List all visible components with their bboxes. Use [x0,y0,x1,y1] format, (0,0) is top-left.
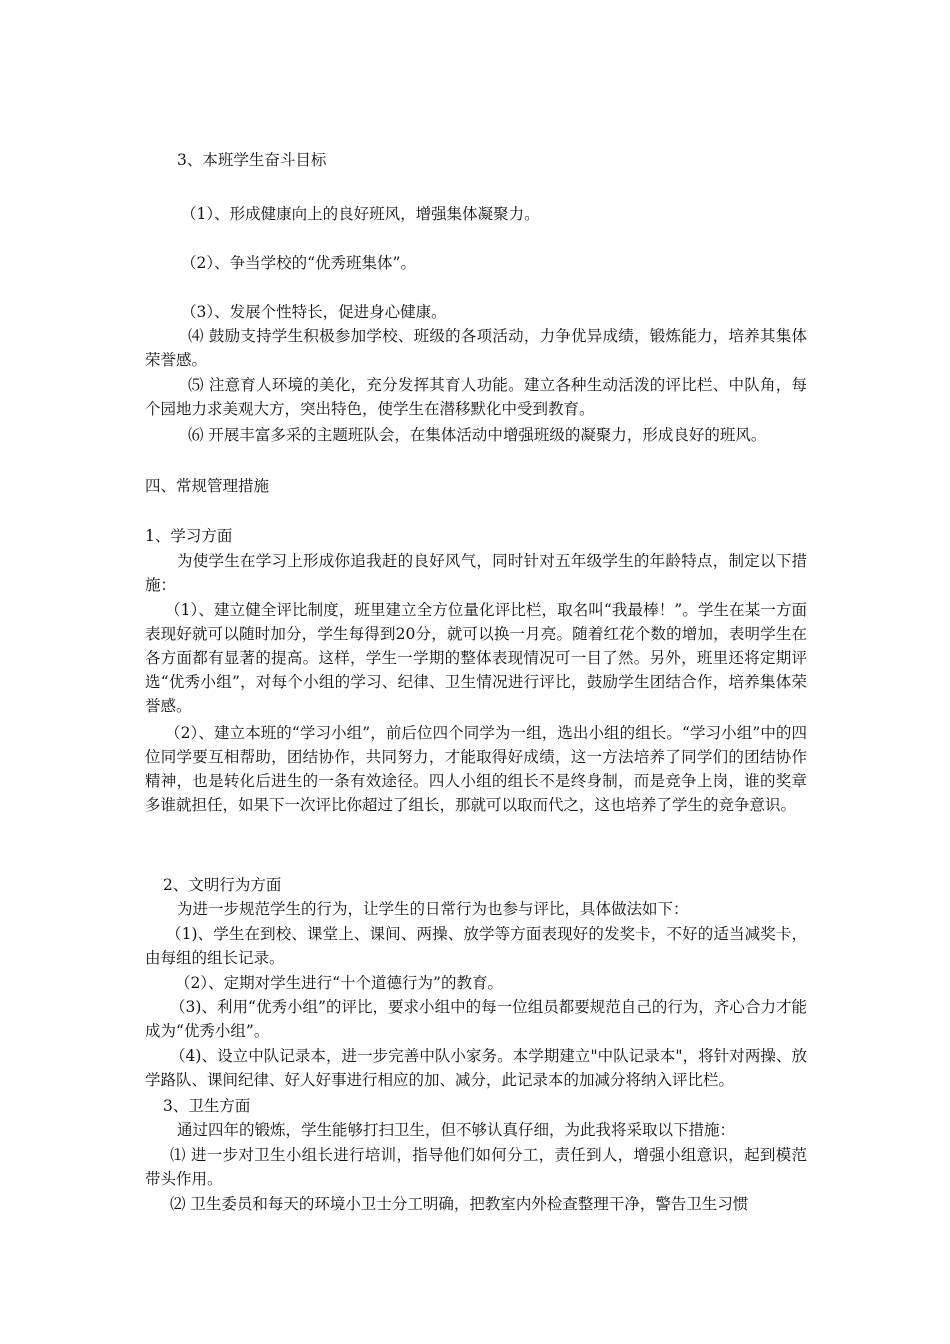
goal-item-6: ⑹ 开展丰富多采的主题班队会，在集体活动中增强班级的凝聚力，形成良好的班风。 [188,426,767,444]
hygiene-paragraph-2: ⑵ 卫生委员和每天的环境小卫士分工明确，把教室内外检查整理干净，警告卫生习惯 [170,1195,749,1213]
goal-item-2: （2）、争当学校的“优秀班集体”。 [181,254,416,272]
civil-intro: 为进一步规范学生的行为，让学生的日常行为也参与评比，具体做法如下： [177,900,689,918]
civil-paragraph-1: （1)、学生在到校、课堂上、课间、两操、放学等方面表现好的发奖卡，不好的适当减奖卡，由每组的组长记录。 [145,925,807,967]
hygiene-heading: 3、卫生方面 [163,1097,251,1115]
study-heading: 1、学习方面 [145,527,233,545]
goal-item-3: （3）、发展个性特长，促进身心健康。 [181,303,447,321]
civil-paragraph-3: （3)、利用“优秀小组”的评比，要求小组中的每一位组员都要规范自己的行为，齐心合力才能成为“优秀小组”。 [145,998,807,1040]
civil-heading: 2、文明行为方面 [163,876,282,894]
goal-item-4: ⑷ 鼓励支持学生积极参加学校、班级的各项活动，力争优异成绩，锻炼能力，培养其集体荣誉感。 [145,327,807,369]
hygiene-intro: 通过四年的锻炼，学生能够打扫卫生，但不够认真仔细，为此我将采取以下措施： [177,1121,736,1139]
hygiene-paragraph-1: ⑴ 进一步对卫生小组长进行培训，指导他们如何分工，责任到人，增强小组意识，起到模范带头作用。 [145,1146,807,1188]
goal-item-1: （1）、形成健康向上的良好班风，增强集体凝聚力。 [181,205,540,223]
goals-heading: 3、本班学生奋斗目标 [177,151,327,169]
civil-paragraph-2: （2）、定期对学生进行“十个道德行为”的教育。 [175,974,503,992]
study-paragraph-1: （1）、建立健全评比制度，班里建立全方位量化评比栏，取名叫“我最棒！”。学生在某一方面表现好就可以随时加分，学生每得到20分，就可以换一月亮。随着红花个数的增加，表明学生在各方面都有显著的提高。这样，学生一学期的整体表现情况可一目了然。另外，班里还将定期评选“优秀小组”，对每个小组的学习、纪律、卫生情况进行评比，鼓励学生团结合作，培养集体荣誉感。 [145,601,807,715]
civil-paragraph-4: （4)、设立中队记录本，进一步完善中队小家务。本学期建立"中队记录本"，将针对两操、放学路队、课间纪律、好人好事进行相应的加、减分，此记录本的加减分将纳入评比栏。 [145,1047,807,1089]
study-intro: 为使学生在学习上形成你追我赶的良好风气，同时针对五年级学生的年龄特点，制定以下措施： [145,552,807,594]
goal-item-5: ⑸ 注意育人环境的美化，充分发挥其育人功能。建立各种生动活泼的评比栏、中队角，每个园地力求美观大方，突出特色，使学生在潜移默化中受到教育。 [145,376,807,418]
study-paragraph-2: （2）、建立本班的“学习小组”，前后位四个同学为一组，选出小组的组长。“学习小组”中的四位同学要互相帮助，团结协作，共同努力，才能取得好成绩，这一方法培养了同学们的团结协作精神，也是转化后进生的一条有效途径。四人小组的组长不是终身制，而是竞争上岗，谁的奖章多谁就担任，如果下一次评比你超过了组长，那就可以取而代之，这也培养了学生的竞争意识。 [145,724,807,814]
section-4-heading: 四、常规管理措施 [145,477,270,495]
